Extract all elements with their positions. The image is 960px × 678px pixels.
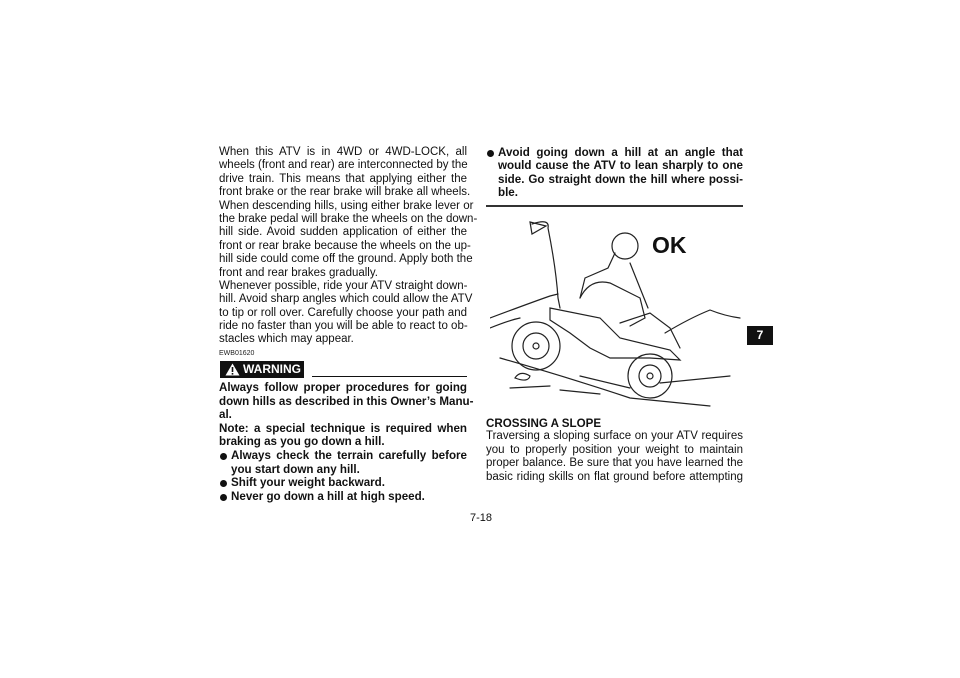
- body-line: ride no faster than you will be able to react to ob-: [219, 320, 468, 333]
- body-line: stacles which may appear.: [219, 333, 354, 346]
- section-heading: CROSSING A SLOPE: [486, 417, 602, 430]
- warning-line: Note: a special technique is required when: [219, 421, 467, 435]
- section-line: you to properly position your weight to maintain: [486, 443, 743, 456]
- warning-bullet-line: Never go down a hill at high speed.: [219, 490, 467, 504]
- body-line: wheels (front and rear) are interconnected by the: [219, 159, 468, 172]
- warning-triangle-icon: [225, 363, 240, 376]
- warning-text: [219, 381, 474, 503]
- body-line: When this ATV is in 4WD or 4WD-LOCK, all: [219, 146, 467, 158]
- bullet-text: [486, 146, 743, 200]
- section-line: Traversing a sloping surface on your ATV requires: [486, 430, 743, 443]
- body-line: front or rear brake because the wheels on the up-: [219, 239, 471, 252]
- warning-line: al.: [219, 408, 232, 422]
- section-line: proper balance. Be sure that you have learned the: [486, 457, 743, 470]
- chapter-tab: 7: [747, 326, 773, 345]
- warning-line: Always follow proper procedures for going: [219, 381, 467, 394]
- illustration-divider: [486, 205, 743, 207]
- warning-code: EWB01620: [219, 350, 255, 357]
- warning-line: braking as you go down a hill.: [219, 435, 385, 449]
- body-line: front brake or the rear brake will brake all wheels.: [219, 186, 471, 199]
- body-line: the brake pedal will brake the wheels on the down-: [219, 212, 478, 225]
- bullet-line: ble.: [498, 186, 518, 200]
- crossing-slope-section: [486, 417, 743, 484]
- bullet-line: side. Go straight down the hill where possi-: [498, 172, 743, 186]
- body-text: [219, 146, 478, 347]
- bullet-line: would cause the ATV to lean sharply to one: [498, 159, 743, 173]
- body-line: to tip or roll over. Carefully choose your path and: [219, 306, 467, 319]
- warning-divider: [312, 376, 467, 377]
- body-line: When descending hills, using either brake lever or: [219, 199, 474, 212]
- warning-label: WARNING: [243, 362, 301, 376]
- body-line: drive train. This means that applying either the: [219, 172, 467, 185]
- section-line: basic riding skills on flat ground before attempting: [486, 470, 743, 483]
- body-line: hill. Avoid sharp angles which could allow the ATV: [219, 293, 473, 306]
- body-line: hill side could come off the ground. Apply both the: [219, 253, 473, 266]
- warning-line: you start down any hill.: [231, 462, 360, 476]
- ok-label: OK: [652, 232, 687, 258]
- warning-bullet-line: Shift your weight backward.: [219, 476, 467, 490]
- warning-bullet-line: Always check the terrain carefully before: [219, 449, 467, 463]
- atv-downhill-illustration: [490, 208, 745, 408]
- body-line: hill side. Avoid sudden application of either the: [219, 226, 467, 239]
- body-line: front and rear brakes gradually.: [219, 266, 378, 279]
- warning-badge: [220, 361, 304, 378]
- bullet-line: Avoid going down a hill at an angle that: [486, 146, 743, 159]
- page-number: 7-18: [469, 512, 493, 524]
- body-line: Whenever possible, ride your ATV straight down-: [219, 279, 468, 292]
- warning-line: down hills as described in this Owner’s Manu-: [219, 394, 474, 408]
